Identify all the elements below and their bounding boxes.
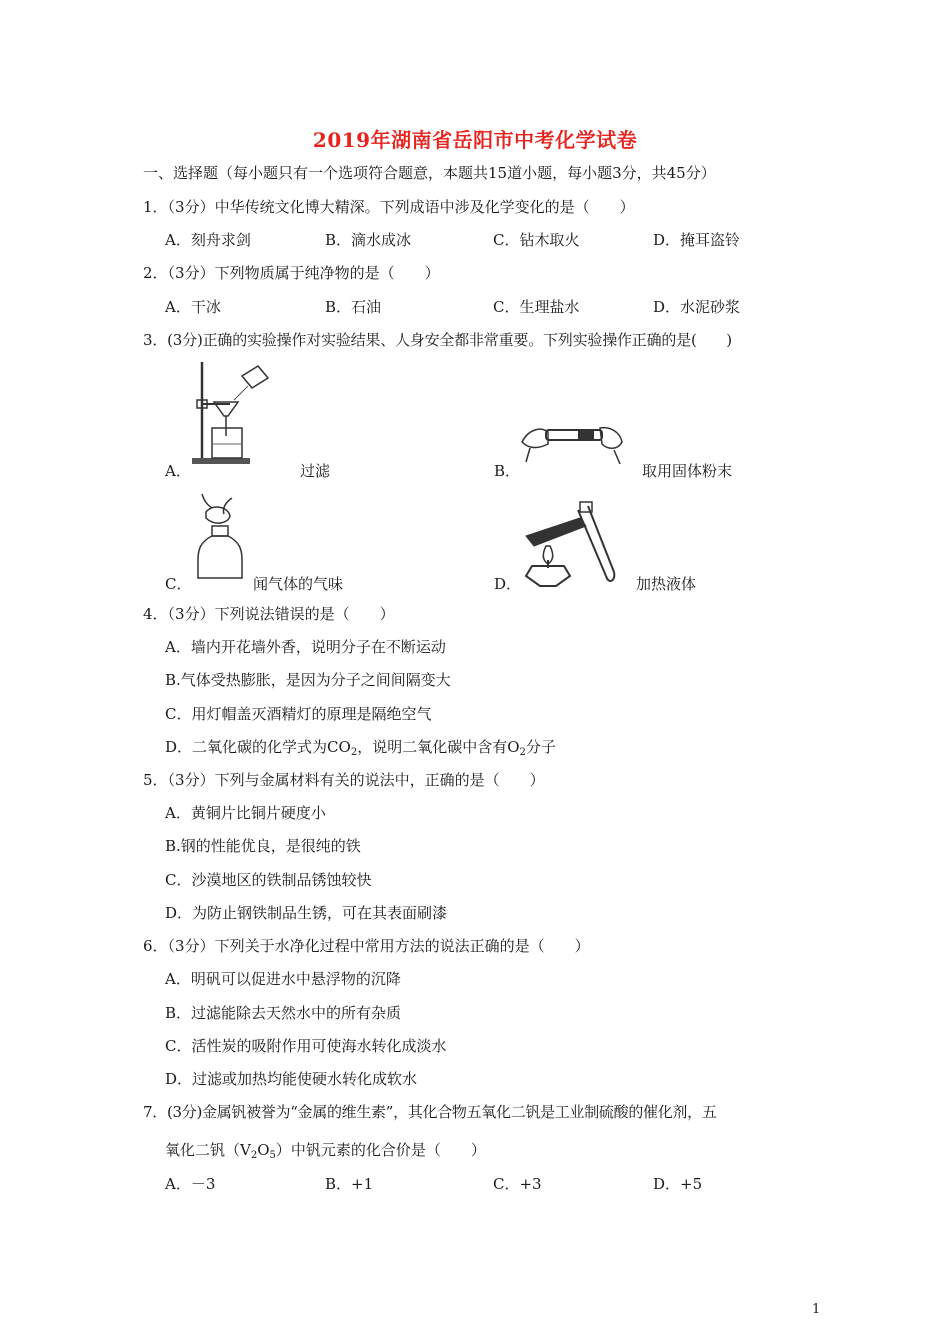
question-4-option-c: C．用灯帽盖灭酒精灯的原理是隔绝空气 bbox=[165, 705, 432, 723]
figure-d-letter: D． bbox=[494, 575, 522, 593]
question-7-stem-part-2: O bbox=[257, 1141, 270, 1159]
question-1-option-d: D．掩耳盗铃 bbox=[653, 231, 741, 249]
question-1-stem: 1．（3分）中华传统文化博大精深。下列成语中涉及化学变化的是（ ） bbox=[143, 198, 635, 216]
subscript-2: 2 bbox=[519, 747, 526, 758]
question-5-option-d: D．为防止钢铁制品生锈，可在其表面刷漆 bbox=[165, 904, 448, 922]
question-1-option-b: B．滴水成冰 bbox=[325, 231, 412, 249]
question-7-option-a: A．－3 bbox=[165, 1175, 216, 1193]
filtration-apparatus-figure bbox=[190, 358, 280, 468]
figure-a-caption: 过滤 bbox=[300, 462, 331, 480]
figure-a-letter: A． bbox=[165, 462, 191, 480]
question-7-stem-part-1: 氧化二钒（V bbox=[165, 1141, 251, 1159]
section-heading: 一、选择题（每小题只有一个选项符合题意，本题共15道小题，每小题3分，共45分） bbox=[143, 164, 716, 182]
heating-liquid-figure bbox=[520, 496, 620, 588]
page-number: 1 bbox=[812, 1302, 821, 1317]
question-4-option-d-part-2: ，说明二氧化碳中含有O bbox=[357, 738, 520, 756]
question-1-option-c: C．钻木取火 bbox=[493, 231, 580, 249]
figure-c-caption: 闻气体的气味 bbox=[253, 575, 344, 593]
question-4-option-d bbox=[165, 737, 556, 763]
subscript-5: 5 bbox=[269, 1150, 276, 1161]
question-4-option-b: B.气体受热膨胀，是因为分子之间间隔变大 bbox=[165, 671, 451, 689]
question-6-option-d: D．过滤或加热均能使硬水转化成软水 bbox=[165, 1070, 418, 1088]
question-4-option-d-part-1: D．二氧化碳的化学式为CO bbox=[165, 738, 351, 756]
question-1-option-a: A．刻舟求剑 bbox=[165, 231, 251, 249]
solid-powder-figure bbox=[518, 412, 628, 468]
question-6-option-a: A．明矾可以促进水中悬浮物的沉降 bbox=[165, 970, 401, 988]
figure-c-letter: C． bbox=[165, 575, 192, 593]
question-2-option-a: A．干冰 bbox=[165, 298, 221, 316]
question-7-stem-line-2 bbox=[165, 1140, 486, 1166]
question-2-option-c: C．生理盐水 bbox=[493, 298, 580, 316]
question-5-option-c: C．沙漠地区的铁制品锈蚀较快 bbox=[165, 871, 372, 889]
question-7-option-b: B．+1 bbox=[325, 1175, 374, 1193]
question-7-stem-line-1: 7．(3分)金属钒被誉为“金属的维生素”，其化合物五氧化二钒是工业制硫酸的催化剂，五 bbox=[143, 1103, 717, 1121]
question-6-stem: 6．（3分）下列关于水净化过程中常用方法的说法正确的是（ ） bbox=[143, 937, 590, 955]
figure-b-caption: 取用固体粉末 bbox=[642, 462, 733, 480]
figure-d-caption: 加热液体 bbox=[636, 575, 697, 593]
question-4-option-a: A．墙内开花墙外香，说明分子在不断运动 bbox=[165, 638, 446, 656]
question-2-stem: 2．（3分）下列物质属于纯净物的是（ ） bbox=[143, 264, 440, 282]
question-6-option-c: C．活性炭的吸附作用可使海水转化成淡水 bbox=[165, 1037, 447, 1055]
question-4-stem: 4．（3分）下列说法错误的是（ ） bbox=[143, 605, 395, 623]
question-2-option-b: B．石油 bbox=[325, 298, 382, 316]
question-5-option-b: B.钢的性能优良，是很纯的铁 bbox=[165, 837, 361, 855]
question-6-option-b: B．过滤能除去天然水中的所有杂质 bbox=[165, 1004, 402, 1022]
subscript-2: 2 bbox=[250, 1150, 258, 1161]
question-5-stem: 5．（3分）下列与金属材料有关的说法中，正确的是（ ） bbox=[143, 771, 545, 789]
question-2-option-d: D．水泥砂浆 bbox=[653, 298, 741, 316]
page-title: 2019年湖南省岳阳市中考化学试卷 bbox=[312, 128, 638, 152]
smelling-gas-figure bbox=[192, 490, 252, 582]
figure-b-letter: B． bbox=[494, 462, 521, 480]
question-7-stem-part-3: ）中钒元素的化合价是（ ） bbox=[275, 1141, 486, 1159]
question-7-option-d: D．+5 bbox=[653, 1175, 703, 1193]
question-5-option-a: A．黄铜片比铜片硬度小 bbox=[165, 804, 326, 822]
question-3-stem: 3．(3分)正确的实验操作对实验结果、人身安全都非常重要。下列实验操作正确的是( ) bbox=[143, 331, 732, 349]
subscript-2: 2 bbox=[350, 747, 358, 758]
question-4-option-d-part-3: 分子 bbox=[525, 738, 556, 756]
question-7-option-c: C．+3 bbox=[493, 1175, 542, 1193]
